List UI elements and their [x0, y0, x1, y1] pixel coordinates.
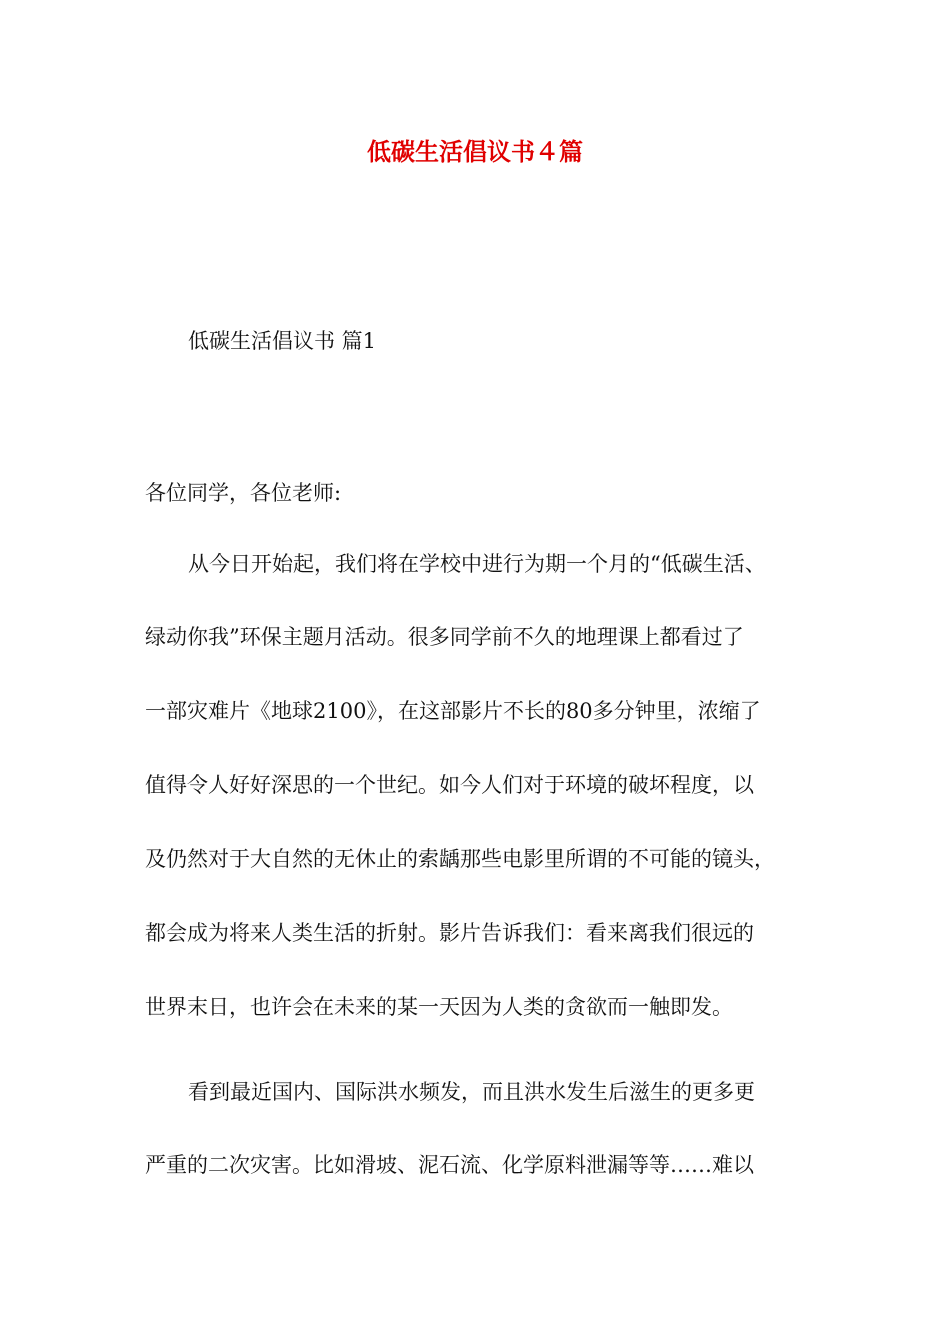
paragraph-line: 一部灾难片《地球2100》，在这部影片不长的80多分钟里，浓缩了 — [145, 699, 761, 723]
paragraph-line: 世界末日，也许会在未来的某一天因为人类的贪欲而一触即发。 — [145, 995, 733, 1019]
paragraph-line: 值得令人好好深思的一个世纪。如今人们对于环境的破坏程度，以 — [145, 773, 754, 797]
greeting: 各位同学，各位老师: — [145, 481, 342, 505]
section-heading: 低碳生活倡议书 篇1 — [188, 329, 377, 353]
paragraph-line: 绿动你我”环保主题月活动。很多同学前不久的地理课上都看过了 — [145, 625, 744, 649]
paragraph-line: 从今日开始起，我们将在学校中进行为期一个月的“低碳生活、 — [188, 552, 766, 576]
paragraph-line: 看到最近国内、国际洪水频发，而且洪水发生后滋生的更多更 — [188, 1080, 755, 1104]
document-title: 低碳生活倡议书４篇 — [367, 137, 583, 166]
paragraph-line: 严重的二次灾害。比如滑坡、泥石流、化学原料泄漏等等……难以 — [145, 1153, 754, 1177]
paragraph-line: 都会成为将来人类生活的折射。影片告诉我们：看来离我们很远的 — [145, 921, 754, 945]
paragraph-line: 及仍然对于大自然的无休止的索龋那些电影里所谓的不可能的镜头， — [145, 847, 775, 871]
